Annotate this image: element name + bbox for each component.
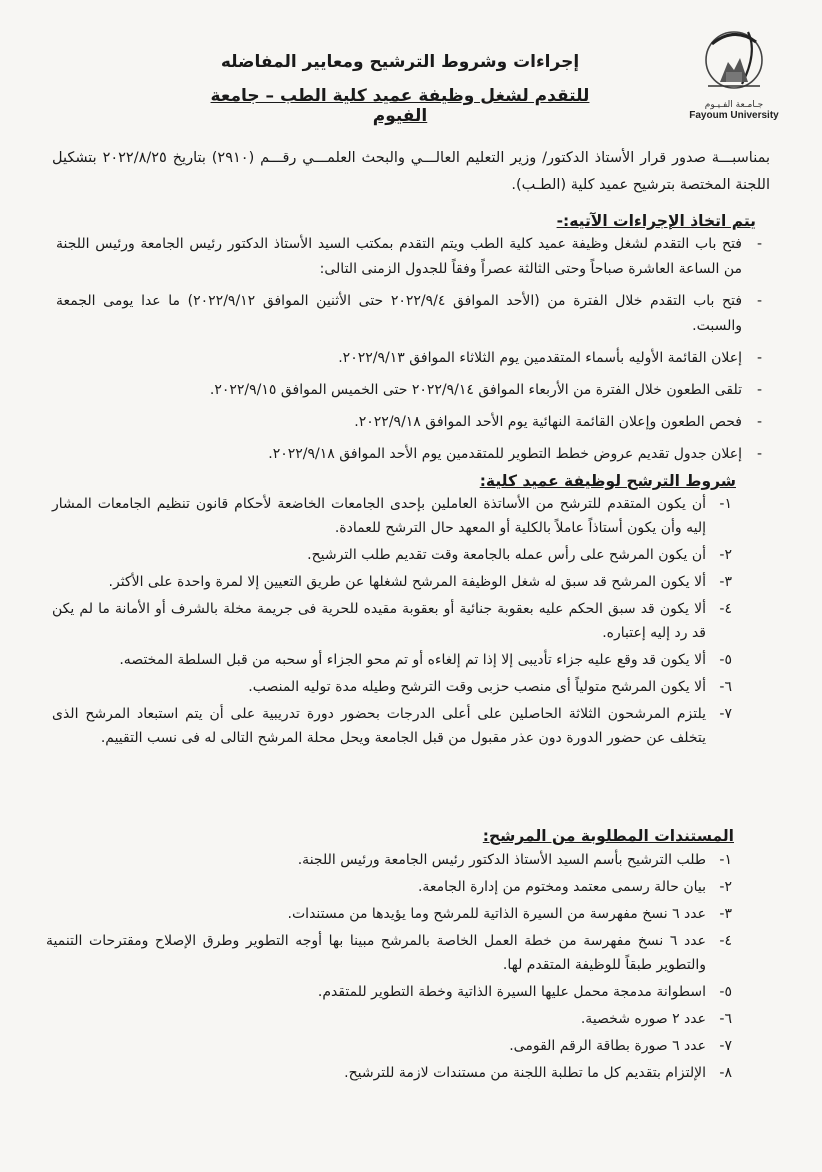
item-number: ٢- — [719, 547, 732, 563]
item-text: ألا يكون قد سبق الحكم عليه بعقوبة جنائية أو بعقوبة مقيده للحرية فى جريمة مخلة بالشرف أو الأمانة ما لم يكن قد رد إليه إعتباره. — [52, 601, 706, 641]
item-number: ٦- — [719, 1011, 732, 1027]
item-text: يلتزم المرشحون الثلاثة الحاصلين على أعلى الدرجات بحضور دورة تدريبية على أن يتم استبعاد المرشح الذى يتخلف عن حضور الدورة دون عذر مقبول من قبل الجامعة ويحل محلة المرشح التالى له فى نسب التقييم. — [52, 706, 706, 746]
item-number: ١- — [719, 852, 732, 868]
list-item — [46, 929, 732, 977]
item-number: ٢- — [719, 879, 732, 895]
item-text: أن يكون المرشح على رأس عمله بالجامعة وقت تقديم طلب الترشيح. — [307, 547, 706, 563]
item-number: ٦- — [719, 679, 732, 695]
item-text: أن يكون المتقدم للترشح من الأساتذة العاملين بإحدى الجامعات الخاضعة لأحكام قانون تنظيم الجامعات المشار إليه وأن يكون أستاذاً عاملاً بالكلية أو المعهد حال الترشح للعمادة. — [52, 496, 706, 536]
item-text: عدد ٢ صوره شخصية. — [580, 1011, 706, 1027]
intro-paragraph: بمناسبـــة صدور قرار الأستاذ الدكتور/ وزير التعليم العالـــي والبحث العلمـــي رقـــم (٢٩١٠) بتاريخ ٢٠٢٢/٨/٢٥ بتشكيل اللجنة المختصة بترشيح عميد كلية (الطـب). — [52, 150, 770, 193]
list-item — [52, 702, 732, 750]
list-item — [52, 543, 732, 567]
item-text: بيان حالة رسمى معتمد ومختوم من إدارة الجامعة. — [417, 879, 706, 895]
document-subtitle: للتقدم لشغل وظيفة عميد كلية الطب – جامعة الفيوم — [210, 86, 590, 126]
list-item: - تلقى الطعون خلال الفترة من الأربعاء الموافق ٢٠٢٢/٩/١٤ حتى الخميس الموافق ٢٠٢٢/٩/١٥. — [56, 378, 762, 403]
list-item: - فتح باب التقدم خلال الفترة من (الأحد الموافق ٢٠٢٢/٩/٤ حتى الأثنين الموافق ٢٠٢٢/٩/١٢) ما عدا يومى الجمعة والسبت. — [56, 289, 762, 339]
item-number: ٤- — [719, 933, 732, 949]
logo-english-name: Fayoum University — [689, 110, 779, 121]
logo-arabic-name: جـامـعة الفـيـوم — [704, 100, 764, 110]
item-number: ٥- — [719, 984, 732, 1000]
conditions-heading: شروط الترشح لوظيفة عميد كلية: — [479, 472, 736, 490]
item-number: ١- — [719, 496, 732, 512]
conditions-list — [52, 492, 732, 753]
list-item — [46, 1034, 732, 1058]
item-number: ٨- — [719, 1065, 732, 1081]
procedures-heading: يتم اتخاذ الإجراءات الآتيه:- — [556, 212, 756, 230]
list-item — [52, 492, 732, 540]
item-number: ٧- — [719, 1038, 732, 1054]
list-item — [46, 848, 732, 872]
university-logo — [684, 22, 784, 132]
item-text: الإلتزام بتقديم كل ما تطلبة اللجنة من مستندات لازمة للترشيح. — [344, 1065, 706, 1081]
procedures-list — [56, 232, 762, 474]
document-title: إجراءات وشروط الترشيح ومعايير المفاضله — [220, 52, 580, 72]
list-item: - فحص الطعون وإعلان القائمة النهائية يوم الأحد الموافق ٢٠٢٢/٩/١٨. — [56, 410, 762, 435]
list-item — [52, 570, 732, 594]
item-text: اسطوانة مدمجة محمل عليها السيرة الذاتية وخطة التطوير للمتقدم. — [317, 984, 706, 1000]
fayoum-emblem-icon — [698, 22, 770, 100]
list-item: - إعلان جدول تقديم عروض خطط التطوير للمتقدمين يوم الأحد الموافق ٢٠٢٢/٩/١٨. — [56, 442, 762, 467]
list-item — [46, 1061, 732, 1085]
list-item — [52, 675, 732, 699]
list-item — [52, 648, 732, 672]
item-text: عدد ٦ صورة بطاقة الرقم القومى. — [509, 1038, 706, 1054]
list-item — [46, 875, 732, 899]
documents-heading: المستندات المطلوبة من المرشح: — [482, 827, 734, 845]
list-item — [52, 597, 732, 645]
item-text: ألا يكون المرشح قد سبق له شغل الوظيفة المرشح لشغلها عن طريق التعيين إلا لمرة واحدة على الأكثر. — [108, 574, 706, 590]
item-text: ألا يكون قد وقع عليه جزاء تأديبى إلا إذا تم إلغاءه أو تم محو الجزاء أو سحبه من قبل السلطة المختصه. — [119, 652, 706, 668]
list-item — [46, 902, 732, 926]
item-text: عدد ٦ نسخ مفهرسة من السيرة الذاتية للمرشح وما يؤيدها من مستندات. — [287, 906, 706, 922]
item-number: ٥- — [719, 652, 732, 668]
item-number: ٣- — [719, 906, 732, 922]
documents-list — [46, 848, 732, 1088]
item-number: ٣- — [719, 574, 732, 590]
list-item — [46, 980, 732, 1004]
item-number: ٤- — [719, 601, 732, 617]
list-item — [46, 1007, 732, 1031]
list-item: - فتح باب التقدم لشغل وظيفة عميد كلية الطب ويتم التقدم بمكتب السيد الأستاذ الدكتور رئيس الجامعة ورئيس اللجنة من الساعة العاشرة صباحاً وحتى الثالثة عصراً وفقاً للجدول الزمنى التالى: — [56, 232, 762, 282]
item-text: طلب الترشيح بأسم السيد الأستاذ الدكتور رئيس الجامعة ورئيس اللجنة. — [297, 852, 706, 868]
item-number: ٧- — [719, 706, 732, 722]
list-item: - إعلان القائمة الأوليه بأسماء المتقدمين يوم الثلاثاء الموافق ٢٠٢٢/٩/١٣. — [56, 346, 762, 371]
item-text: عدد ٦ نسخ مفهرسة من خطة العمل الخاصة بالمرشح مبينا بها أوجه التطوير وطرق الإصلاح ومقترحات التنمية والتطوير طبقاً للوظيفة المتقدم لها. — [46, 933, 706, 973]
item-text: ألا يكون المرشح متولياً أى منصب حزبى وقت الترشح وطيله مدة توليه المنصب. — [248, 679, 706, 695]
